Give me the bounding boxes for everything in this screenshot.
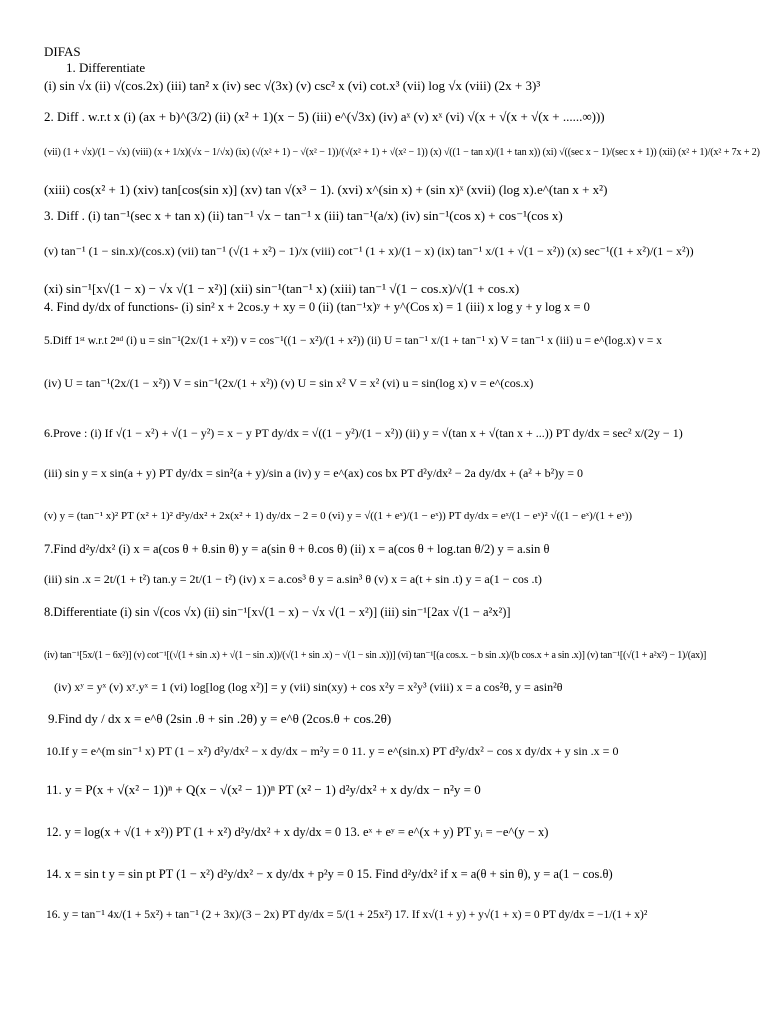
section-7-problems-a: 7.Find d²y/dx² (i) x = a(cos θ + θ.sin θ) y = a(sin θ + θ.cos θ) (ii) x = a(cos θ + log.tan θ/2) y = a.sin θ <box>44 542 550 556</box>
section-6-problems-b: (iii) sin y = x sin(a + y) PT dy/dx = sin²(a + y)/sin a (iv) y = e^(ax) cos bx PT d²y/dx² − 2a dy/dx + (a² + b²)y = 0 <box>44 466 584 480</box>
section-11b-problem: 11. y = P(x + √(x² − 1))ⁿ + Q(x − √(x² − 1))ⁿ PT (x² − 1) d²y/dx² + x dy/dx − n²y = 0 <box>46 782 481 797</box>
section-14-15-problems: 14. x = sin t y = sin pt PT (1 − x²) d²y/dx² − x dy/dx + p²y = 0 15. Find d²y/dx² if x = a(θ + sin θ), y = a(1 − cos.θ) <box>46 867 613 881</box>
section-5-problems-b: (iv) U = tan⁻¹(2x/(1 − x²)) V = sin⁻¹(2x/(1 + x²)) (v) U = sin x² V = x² (vi) u = sin(log x) v = e^(cos.x) <box>44 376 534 390</box>
section-7-problems-b: (iii) sin .x = 2t/(1 + t²) tan.y = 2t/(1 − t²) (iv) x = a.cos³ θ y = a.sin³ θ (v) x = a(t + sin .t) y = a(1 − cos .t) <box>44 572 542 586</box>
section-12-13-problems: 12. y = log(x + √(1 + x²)) PT (1 + x²) d²y/dx² + x dy/dx = 0 13. eˣ + eʸ = e^(x + y) PT yᵢ = −e^(y − x) <box>46 825 549 839</box>
section-16-17-problems: 16. y = tan⁻¹ 4x/(1 + 5x²) + tan⁻¹ (2 + 3x)/(3 − 2x) PT dy/dx = 5/(1 + 25x²) 17. If x√(1 + y) + y√(1 + x) = 0 PT dy/dx = −1/(1 + x)² <box>46 909 648 921</box>
section-3-problems-b: (v) tan⁻¹ (1 − sin.x)/(cos.x) (vii) tan⁻¹ (√(1 + x²) − 1)/x (viii) cot⁻¹ (1 + x)/(1 − x) (ix) tan⁻¹ x/(1 + √(1 − x²)) (x) sec⁻¹((1 + x²)/(1 − x²)) <box>44 244 694 258</box>
section-6-problems-c: (v) y = (tan⁻¹ x)² PT (x² + 1)² d²y/dx² + 2x(x² + 1) dy/dx − 2 = 0 (vi) y = √((1 + eˣ)/(1 − eˣ)) PT dy/dx = eˣ/(1 − eˣ)² √((1 − eˣ)/(1 + eˣ)) <box>44 510 633 522</box>
section-2-problems-c: (xiii) cos(x² + 1) (xiv) tan[cos(sin x)] (xv) tan √(x³ − 1). (xvi) x^(sin x) + (sin x)ˣ (xvii) (log x).e^(tan x + x²) <box>44 182 608 197</box>
section-2-problems-a: 2. Diff . w.r.t x (i) (ax + b)^(3/2) (ii) (x² + 1)(x − 5) (iii) e^(√3x) (iv) aˣ (v) xˣ (vi) √(x + √(x + √(x + ......∞))) <box>44 109 605 124</box>
section-10-11-problems: 10.If y = e^(m sin⁻¹ x) PT (1 − x²) d²y/dx² − x dy/dx − m²y = 0 11. y = e^(sin.x) PT d²y/dx² − cos x dy/dx + y sin .x = 0 <box>46 744 619 758</box>
section-2-problems-b: (vii) (1 + √x)/(1 − √x) (viii) (x + 1/x)(√x − 1/√x) (ix) (√(x² + 1) − √(x² − 1))/(√(x² + 1) + √(x² − 1)) (x) √((1 − tan x)/(1 + tan x)) (xi) √((sec x − 1)/(sec x + 1)) (xii) (x² + 1)/(x² + 7x + 2) <box>44 147 760 158</box>
section-1-heading: 1. Differentiate <box>66 60 146 75</box>
section-8-problems-c: (iv) xʸ = yˣ (v) xʸ.yˣ = 1 (vi) log[log (log x²)] = y (vii) sin(xy) + cos x²y = x²y³ (viii) x = a cos²θ, y = asin²θ <box>54 680 563 694</box>
worksheet-title: DIFAS <box>44 44 81 59</box>
section-8-problems-b: (iv) tan⁻¹[5x/(1 − 6x²)] (v) cot⁻¹[(√(1 + sin .x) + √(1 − sin .x))/(√(1 + sin .x) − √(1 − sin .x))] (vi) tan⁻¹[(a cos.x. − b sin .x)/(b cos.x + a sin .x)] (v) tan⁻¹[(√(1 + a²x²) − 1)/(ax)] <box>44 650 707 661</box>
section-5-problems-a: 5.Diff 1ˢᵗ w.r.t 2ⁿᵈ (i) u = sin⁻¹(2x/(1 + x²)) v = cos⁻¹((1 − x²)/(1 + x²)) (ii) U = tan⁻¹ x/(1 + tan⁻¹ x) V = tan⁻¹ x (iii) u = e^(log.x) v = x <box>44 335 663 347</box>
section-4-problems: 4. Find dy/dx of functions- (i) sin² x + 2cos.y + xy = 0 (ii) (tan⁻¹x)ʸ + y^(Cos x) = 1 (iii) x log y + y log x = 0 <box>44 300 590 314</box>
section-3-problems-c: (xi) sin⁻¹[x√(1 − x) − √x √(1 − x²)] (xii) sin⁻¹(tan⁻¹ x) (xiii) tan⁻¹ √(1 − cos.x)/√(1 + cos.x) <box>44 281 520 296</box>
section-3-problems-a: 3. Diff . (i) tan⁻¹(sec x + tan x) (ii) tan⁻¹ √x − tan⁻¹ x (iii) tan⁻¹(a/x) (iv) sin⁻¹(cos x) + cos⁻¹(cos x) <box>44 208 563 223</box>
section-9-problem: 9.Find dy / dx x = e^θ (2sin .θ + sin .2θ) y = e^θ (2cos.θ + cos.2θ) <box>48 711 392 726</box>
section-8-problems-a: 8.Differentiate (i) sin √(cos √x) (ii) sin⁻¹[x√(1 − x) − √x √(1 − x²)] (iii) sin⁻¹[2ax √(1 − a²x²)] <box>44 605 511 619</box>
section-6-problems-a: 6.Prove : (i) If √(1 − x²) + √(1 − y²) = x − y PT dy/dx = √((1 − y²)/(1 − x²)) (ii) y = √(tan x + √(tan x + ...)) PT dy/dx = sec² x/(2y − 1) <box>44 426 683 440</box>
section-1-problems: (i) sin √x (ii) √(cos.2x) (iii) tan² x (iv) sec √(3x) (v) csc² x (vi) cot.x³ (vii) log √x (viii) (2x + 3)³ <box>44 78 541 93</box>
